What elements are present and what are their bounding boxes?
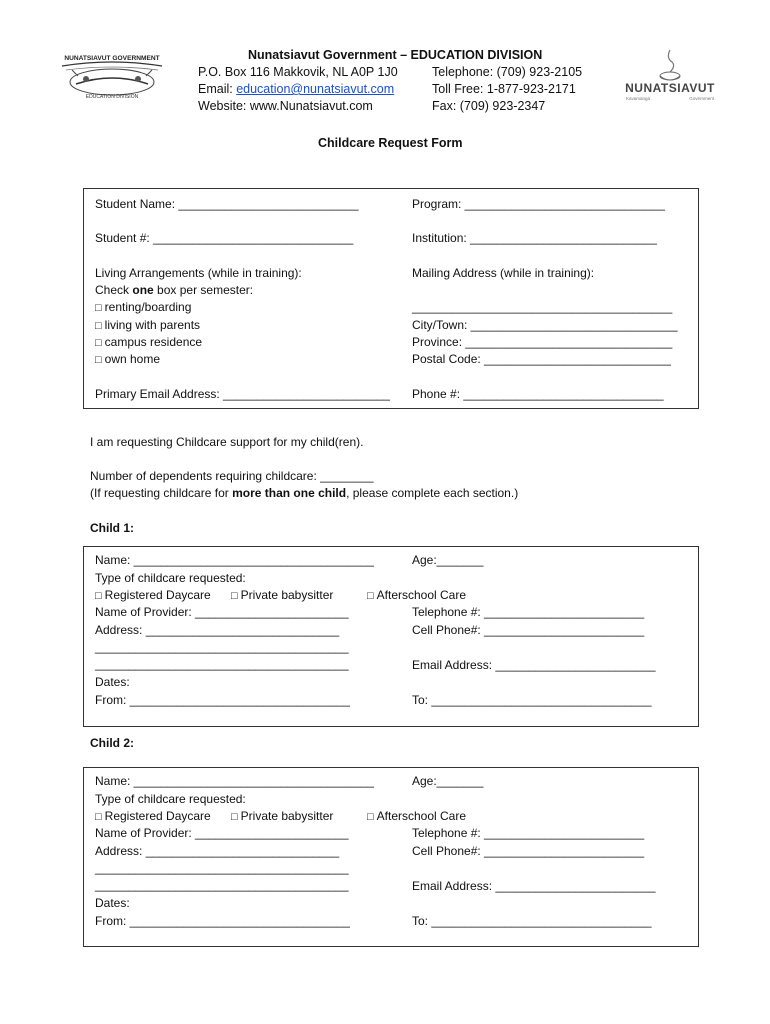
email-line	[198, 81, 394, 99]
child-1-telephone-field[interactable]: Telephone #: ________________________	[412, 605, 645, 619]
email-link[interactable]: education@nunatsiavut.com	[236, 82, 395, 96]
child-2-telephone-field[interactable]: Telephone #: ________________________	[412, 826, 645, 840]
check-instruction: Check one box per semester:	[95, 283, 254, 297]
toll-free: Toll Free: 1-877-923-2171	[432, 82, 576, 96]
province-field[interactable]: Province: _______________________________	[412, 335, 673, 349]
child-2-provider-field[interactable]: Name of Provider: _______________________	[95, 826, 349, 840]
child-2-address-line-3[interactable]: ______________________________________	[95, 878, 349, 892]
dependents-field[interactable]: Number of dependents requiring childcare: ________	[90, 469, 374, 483]
option-renting-boarding[interactable]: □ renting/boarding	[95, 300, 192, 314]
child-2-age-field[interactable]: Age:_______	[412, 774, 484, 788]
option-living-with-parents[interactable]: □ living with parents	[95, 318, 201, 332]
email-label: Email:	[198, 82, 237, 96]
child-2-address-line-2[interactable]: ______________________________________	[95, 861, 349, 875]
child-1-dates-label: Dates:	[95, 675, 130, 689]
child-2-opt-daycare[interactable]: □ Registered Daycare	[95, 809, 211, 823]
child-1-address-line-2[interactable]: ______________________________________	[95, 640, 349, 654]
city-field[interactable]: City/Town: _______________________________	[412, 318, 678, 332]
org-title: Nunatsiavut Government – EDUCATION DIVISION	[248, 48, 543, 62]
child-2-from-field[interactable]: From: _________________________________	[95, 914, 350, 928]
checkbox-icon[interactable]: □	[367, 811, 374, 823]
right-logo-sub-left: Kavamanga	[626, 96, 651, 101]
child-2-heading: Child 2:	[90, 736, 134, 750]
checkbox-icon[interactable]: □	[95, 320, 102, 332]
child-2-opt-babysitter[interactable]: □ Private babysitter	[231, 809, 334, 823]
right-logo-text: NUNATSIAVUT	[625, 81, 715, 95]
checkbox-icon[interactable]: □	[95, 811, 102, 823]
student-number-field[interactable]: Student #: ______________________________	[95, 231, 354, 245]
child-2-opt-afterschool[interactable]: □ Afterschool Care	[367, 809, 467, 823]
mailing-address-field[interactable]: _______________________________________	[412, 300, 673, 314]
form-title: Childcare Request Form	[318, 136, 463, 150]
child-1-to-field[interactable]: To: _________________________________	[412, 693, 652, 707]
phone-field[interactable]: Phone #: ______________________________	[412, 387, 664, 401]
child-1-opt-afterschool[interactable]: □ Afterschool Care	[367, 588, 467, 602]
child-1-cell-field[interactable]: Cell Phone#: ________________________	[412, 623, 645, 637]
child-1-address-field[interactable]: Address: _____________________________	[95, 623, 340, 637]
child-1-heading: Child 1:	[90, 521, 134, 535]
checkbox-icon[interactable]: □	[95, 590, 102, 602]
child-1-type-label: Type of childcare requested:	[95, 571, 246, 585]
child-1-name-field[interactable]: Name: ____________________________________	[95, 553, 374, 567]
living-arrangements-label: Living Arrangements (while in training):	[95, 266, 302, 280]
postal-code-field[interactable]: Postal Code: ____________________________	[412, 352, 671, 366]
education-division-logo	[56, 52, 168, 104]
institution-field[interactable]: Institution: ____________________________	[412, 231, 657, 245]
child-1-opt-daycare[interactable]: □ Registered Daycare	[95, 588, 211, 602]
child-2-address-field[interactable]: Address: _____________________________	[95, 844, 340, 858]
checkbox-icon[interactable]: □	[367, 590, 374, 602]
nunatsiavut-logo	[622, 48, 718, 104]
fax: Fax: (709) 923-2347	[432, 99, 546, 113]
option-own-home[interactable]: □ own home	[95, 352, 161, 366]
student-name-field[interactable]: Student Name: ___________________________	[95, 197, 359, 211]
child-1-opt-babysitter[interactable]: □ Private babysitter	[231, 588, 334, 602]
child-1-from-field[interactable]: From: _________________________________	[95, 693, 350, 707]
checkbox-icon[interactable]: □	[95, 302, 102, 314]
multiple-children-note: (If requesting childcare for more than one child, please complete each section.)	[90, 486, 519, 500]
checkbox-icon[interactable]: □	[95, 337, 102, 349]
primary-email-field[interactable]: Primary Email Address: _________________________	[95, 387, 390, 401]
option-campus-residence[interactable]: □ campus residence	[95, 335, 203, 349]
checkbox-icon[interactable]: □	[231, 590, 238, 602]
checkbox-icon[interactable]: □	[231, 811, 238, 823]
right-logo-sub-right: Government	[689, 96, 714, 101]
child-2-dates-label: Dates:	[95, 896, 130, 910]
child-2-email-field[interactable]: Email Address: ________________________	[412, 879, 656, 893]
left-logo-bottom-text: EDUCATION DIVISION	[85, 94, 139, 100]
website: Website: www.Nunatsiavut.com	[198, 99, 373, 113]
po-box: P.O. Box 116 Makkovik, NL A0P 1J0	[198, 65, 398, 79]
telephone: Telephone: (709) 923-2105	[432, 65, 583, 79]
checkbox-icon[interactable]: □	[95, 354, 102, 366]
mailing-address-label: Mailing Address (while in training):	[412, 266, 595, 280]
left-logo-top-text: NUNATSIAVUT GOVERNMENT	[64, 55, 160, 62]
request-statement: I am requesting Childcare support for my child(ren).	[90, 435, 364, 449]
child-1-address-line-3[interactable]: ______________________________________	[95, 657, 349, 671]
program-field[interactable]: Program: ______________________________	[412, 197, 665, 211]
child-2-type-label: Type of childcare requested:	[95, 792, 246, 806]
child-2-cell-field[interactable]: Cell Phone#: ________________________	[412, 844, 645, 858]
child-2-name-field[interactable]: Name: ____________________________________	[95, 774, 374, 788]
child-2-to-field[interactable]: To: _________________________________	[412, 914, 652, 928]
child-1-age-field[interactable]: Age:_______	[412, 553, 484, 567]
child-1-provider-field[interactable]: Name of Provider: _______________________	[95, 605, 349, 619]
child-1-email-field[interactable]: Email Address: ________________________	[412, 658, 656, 672]
